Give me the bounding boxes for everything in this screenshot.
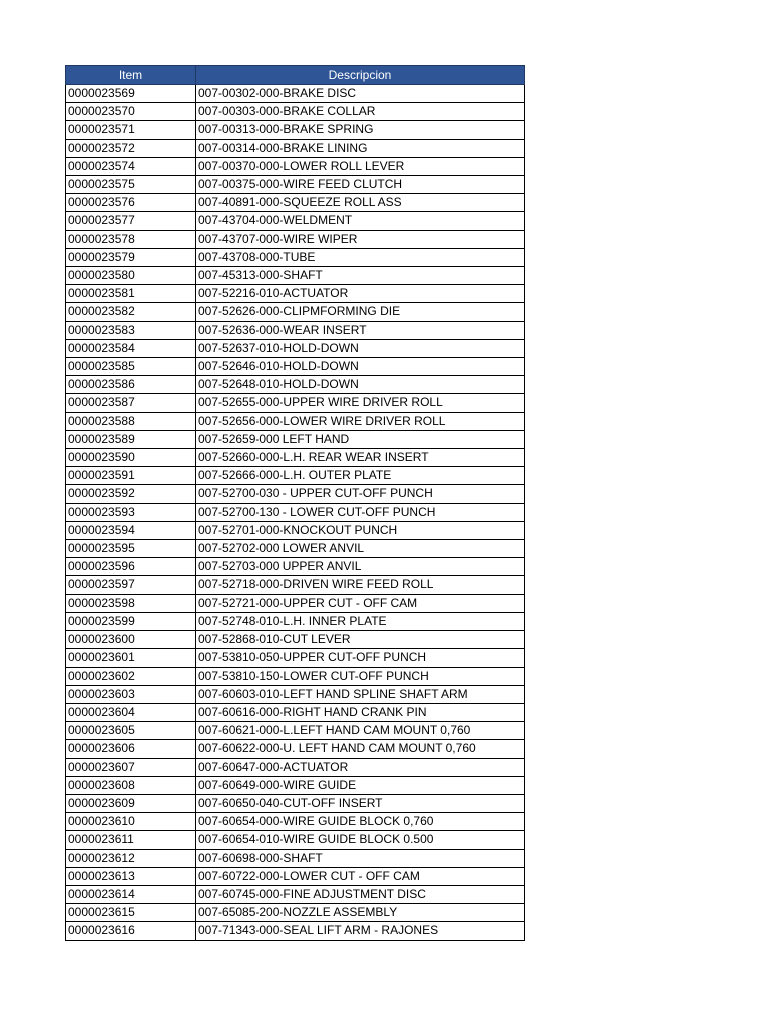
item-cell[interactable]: 0000023606 <box>66 740 196 758</box>
column-header-descripcion[interactable]: Descripcion <box>196 66 525 85</box>
description-cell[interactable]: 007-52216-010-ACTUATOR <box>196 285 525 303</box>
table-row <box>66 667 525 685</box>
item-cell[interactable]: 0000023586 <box>66 376 196 394</box>
table-row <box>66 558 525 576</box>
item-cell[interactable]: 0000023614 <box>66 885 196 903</box>
description-cell[interactable]: 007-52636-000-WEAR INSERT <box>196 321 525 339</box>
table-row <box>66 285 525 303</box>
table-row <box>66 212 525 230</box>
item-cell[interactable]: 0000023581 <box>66 285 196 303</box>
item-cell[interactable]: 0000023590 <box>66 449 196 467</box>
table-row <box>66 740 525 758</box>
table-row <box>66 904 525 922</box>
table-row <box>66 649 525 667</box>
table-row <box>66 758 525 776</box>
item-cell[interactable]: 0000023578 <box>66 230 196 248</box>
description-cell[interactable]: 007-52656-000-LOWER WIRE DRIVER ROLL <box>196 412 525 430</box>
description-cell[interactable]: 007-53810-050-UPPER CUT-OFF PUNCH <box>196 649 525 667</box>
table-row <box>66 703 525 721</box>
description-cell[interactable]: 007-43704-000-WELDMENT <box>196 212 525 230</box>
description-cell[interactable]: 007-00370-000-LOWER ROLL LEVER <box>196 157 525 175</box>
table-row <box>66 540 525 558</box>
table-row <box>66 430 525 448</box>
table-row <box>66 922 525 940</box>
description-cell[interactable]: 007-60654-000-WIRE GUIDE BLOCK 0,760 <box>196 813 525 831</box>
item-cell[interactable]: 0000023582 <box>66 303 196 321</box>
table-row <box>66 103 525 121</box>
table-row <box>66 194 525 212</box>
description-cell[interactable]: 007-52637-010-HOLD-DOWN <box>196 339 525 357</box>
description-cell[interactable]: 007-52718-000-DRIVEN WIRE FEED ROLL <box>196 576 525 594</box>
item-cell[interactable]: 0000023607 <box>66 758 196 776</box>
description-cell[interactable]: 007-52701-000-KNOCKOUT PUNCH <box>196 521 525 539</box>
table-row <box>66 449 525 467</box>
item-cell[interactable]: 0000023604 <box>66 703 196 721</box>
item-cell[interactable]: 0000023591 <box>66 467 196 485</box>
description-cell[interactable]: 007-52660-000-L.H. REAR WEAR INSERT <box>196 449 525 467</box>
description-cell[interactable]: 007-65085-200-NOZZLE ASSEMBLY <box>196 904 525 922</box>
item-cell[interactable]: 0000023616 <box>66 922 196 940</box>
table-row <box>66 376 525 394</box>
description-cell[interactable]: 007-43707-000-WIRE WIPER <box>196 230 525 248</box>
description-cell[interactable]: 007-52648-010-HOLD-DOWN <box>196 376 525 394</box>
item-cell[interactable]: 0000023602 <box>66 667 196 685</box>
item-cell[interactable]: 0000023588 <box>66 412 196 430</box>
table-row <box>66 794 525 812</box>
item-cell[interactable]: 0000023589 <box>66 430 196 448</box>
description-cell[interactable]: 007-00302-000-BRAKE DISC <box>196 85 525 103</box>
description-cell[interactable]: 007-52868-010-CUT LEVER <box>196 631 525 649</box>
description-cell[interactable]: 007-53810-150-LOWER CUT-OFF PUNCH <box>196 667 525 685</box>
description-cell[interactable]: 007-00313-000-BRAKE SPRING <box>196 121 525 139</box>
item-cell[interactable]: 0000023605 <box>66 722 196 740</box>
table-row <box>66 267 525 285</box>
table-row <box>66 503 525 521</box>
item-cell[interactable]: 0000023587 <box>66 394 196 412</box>
description-cell[interactable]: 007-52646-010-HOLD-DOWN <box>196 358 525 376</box>
item-cell[interactable]: 0000023583 <box>66 321 196 339</box>
description-cell[interactable]: 007-60654-010-WIRE GUIDE BLOCK 0.500 <box>196 831 525 849</box>
table-row <box>66 594 525 612</box>
table-row <box>66 121 525 139</box>
table-row <box>66 521 525 539</box>
description-cell[interactable]: 007-52666-000-L.H. OUTER PLATE <box>196 467 525 485</box>
description-cell[interactable]: 007-40891-000-SQUEEZE ROLL ASS <box>196 194 525 212</box>
table-body <box>66 85 525 941</box>
table-row <box>66 485 525 503</box>
description-cell[interactable]: 007-60621-000-L.LEFT HAND CAM MOUNT 0,760 <box>196 722 525 740</box>
item-cell[interactable]: 0000023593 <box>66 503 196 521</box>
table-row <box>66 321 525 339</box>
item-cell[interactable]: 0000023601 <box>66 649 196 667</box>
table-row <box>66 849 525 867</box>
description-cell[interactable]: 007-43708-000-TUBE <box>196 248 525 266</box>
description-cell[interactable]: 007-60698-000-SHAFT <box>196 849 525 867</box>
item-cell[interactable]: 0000023574 <box>66 157 196 175</box>
table-row <box>66 576 525 594</box>
description-cell[interactable]: 007-52748-010-L.H. INNER PLATE <box>196 612 525 630</box>
item-cell[interactable]: 0000023603 <box>66 685 196 703</box>
table-row <box>66 157 525 175</box>
description-cell[interactable]: 007-52721-000-UPPER CUT - OFF CAM <box>196 594 525 612</box>
items-table <box>65 65 525 941</box>
item-cell[interactable]: 0000023594 <box>66 521 196 539</box>
description-cell[interactable]: 007-00314-000-BRAKE LINING <box>196 139 525 157</box>
item-cell[interactable]: 0000023608 <box>66 776 196 794</box>
item-cell[interactable]: 0000023569 <box>66 85 196 103</box>
description-cell[interactable]: 007-60647-000-ACTUATOR <box>196 758 525 776</box>
table-row <box>66 230 525 248</box>
table-row <box>66 303 525 321</box>
item-cell[interactable]: 0000023597 <box>66 576 196 594</box>
spreadsheet-sheet <box>65 65 524 941</box>
table-header-row <box>66 66 525 85</box>
description-cell[interactable]: 007-00375-000-WIRE FEED CLUTCH <box>196 176 525 194</box>
description-cell[interactable]: 007-52659-000 LEFT HAND <box>196 430 525 448</box>
column-header-item[interactable]: Item <box>66 66 196 85</box>
item-cell[interactable]: 0000023576 <box>66 194 196 212</box>
table-row <box>66 139 525 157</box>
description-cell[interactable]: 007-60650-040-CUT-OFF INSERT <box>196 794 525 812</box>
table-row <box>66 685 525 703</box>
table-row <box>66 813 525 831</box>
table-row <box>66 776 525 794</box>
description-cell[interactable]: 007-60722-000-LOWER CUT - OFF CAM <box>196 867 525 885</box>
description-cell[interactable]: 007-60745-000-FINE ADJUSTMENT DISC <box>196 885 525 903</box>
item-cell[interactable]: 0000023572 <box>66 139 196 157</box>
item-cell[interactable]: 0000023613 <box>66 867 196 885</box>
table-row <box>66 885 525 903</box>
item-cell[interactable]: 0000023575 <box>66 176 196 194</box>
item-cell[interactable]: 0000023612 <box>66 849 196 867</box>
description-cell[interactable]: 007-60603-010-LEFT HAND SPLINE SHAFT ARM <box>196 685 525 703</box>
item-cell[interactable]: 0000023584 <box>66 339 196 357</box>
item-cell[interactable]: 0000023609 <box>66 794 196 812</box>
item-cell[interactable]: 0000023595 <box>66 540 196 558</box>
item-cell[interactable]: 0000023579 <box>66 248 196 266</box>
item-cell[interactable]: 0000023577 <box>66 212 196 230</box>
item-cell[interactable]: 0000023571 <box>66 121 196 139</box>
description-cell[interactable]: 007-60622-000-U. LEFT HAND CAM MOUNT 0,760 <box>196 740 525 758</box>
description-cell[interactable]: 007-52702-000 LOWER ANVIL <box>196 540 525 558</box>
table-row <box>66 831 525 849</box>
table-row <box>66 612 525 630</box>
item-cell[interactable]: 0000023580 <box>66 267 196 285</box>
table-row <box>66 631 525 649</box>
description-cell[interactable]: 007-45313-000-SHAFT <box>196 267 525 285</box>
description-cell[interactable]: 007-60649-000-WIRE GUIDE <box>196 776 525 794</box>
item-cell[interactable]: 0000023585 <box>66 358 196 376</box>
table-row <box>66 248 525 266</box>
item-cell[interactable]: 0000023596 <box>66 558 196 576</box>
description-cell[interactable]: 007-00303-000-BRAKE COLLAR <box>196 103 525 121</box>
description-cell[interactable]: 007-52700-030 - UPPER CUT-OFF PUNCH <box>196 485 525 503</box>
description-cell[interactable]: 007-52700-130 - LOWER CUT-OFF PUNCH <box>196 503 525 521</box>
description-cell[interactable]: 007-52626-000-CLIPMFORMING DIE <box>196 303 525 321</box>
table-row <box>66 412 525 430</box>
table-row <box>66 867 525 885</box>
item-cell[interactable]: 0000023592 <box>66 485 196 503</box>
item-cell[interactable]: 0000023599 <box>66 612 196 630</box>
table-row <box>66 339 525 357</box>
item-cell[interactable]: 0000023615 <box>66 904 196 922</box>
table-row <box>66 176 525 194</box>
description-cell[interactable]: 007-60616-000-RIGHT HAND CRANK PIN <box>196 703 525 721</box>
description-cell[interactable]: 007-71343-000-SEAL LIFT ARM - RAJONES <box>196 922 525 940</box>
item-cell[interactable]: 0000023598 <box>66 594 196 612</box>
item-cell[interactable]: 0000023610 <box>66 813 196 831</box>
item-cell[interactable]: 0000023570 <box>66 103 196 121</box>
description-cell[interactable]: 007-52655-000-UPPER WIRE DRIVER ROLL <box>196 394 525 412</box>
item-cell[interactable]: 0000023611 <box>66 831 196 849</box>
table-row <box>66 85 525 103</box>
table-row <box>66 722 525 740</box>
table-row <box>66 358 525 376</box>
table-row <box>66 394 525 412</box>
item-cell[interactable]: 0000023600 <box>66 631 196 649</box>
description-cell[interactable]: 007-52703-000 UPPER ANVIL <box>196 558 525 576</box>
table-row <box>66 467 525 485</box>
